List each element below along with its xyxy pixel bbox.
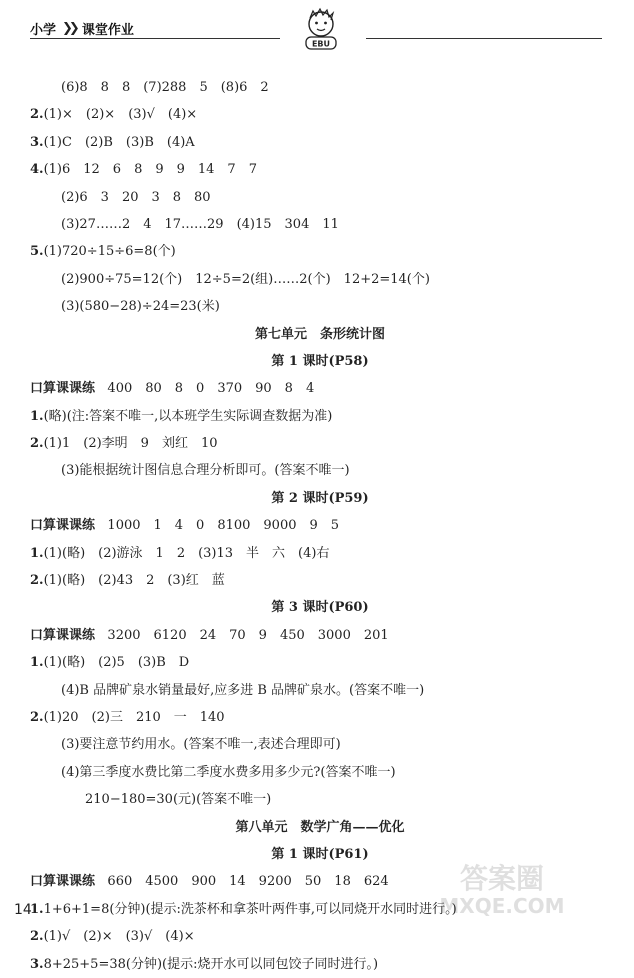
item-number: 1. <box>30 545 44 561</box>
answer-subline: (6)8 8 8 (7)288 5 (8)6 2 <box>61 80 269 95</box>
answer-subline: (4)B 品牌矿泉水销量最好,应多进 B 品牌矿泉水。(答案不唯一) <box>61 682 425 698</box>
mascot-label: EBU <box>311 39 331 49</box>
answer-subline: (3)能根据统计图信息合理分析即可。(答案不唯一) <box>61 463 350 479</box>
grade-label: 小学 <box>30 22 57 38</box>
item-number: 2. <box>30 107 44 123</box>
item-answer-text: (1)C (2)B (3)B (4)A <box>43 134 195 150</box>
oral-practice-label: 口算课课练 <box>30 381 96 397</box>
oral-practice-line <box>30 622 610 649</box>
answer-item <box>30 129 610 156</box>
answer-item <box>30 704 610 731</box>
answer-item <box>30 403 610 430</box>
oral-practice-label: 口算课课练 <box>30 627 96 643</box>
item-answer-text: (1)× (2)× (3)√ (4)× <box>43 107 198 123</box>
item-number: 2. <box>30 709 44 725</box>
answer-item <box>30 101 610 128</box>
cartoon-boy-mascot-icon <box>298 6 344 52</box>
oral-practice-line <box>30 868 610 895</box>
section-heading: 第 2 课时(P59) <box>271 490 369 506</box>
book-title: 课堂作业 <box>81 22 134 38</box>
answer-item <box>30 540 610 567</box>
item-number: 3. <box>30 134 44 150</box>
item-answer-text: (1)(略) (2)游泳 1 2 (3)13 半 六 (4)右 <box>43 545 330 561</box>
answer-subline: (3)要注意节约用水。(答案不唯一,表述合理即可) <box>61 737 341 753</box>
answer-item <box>30 430 610 457</box>
header-rule-right <box>366 38 602 39</box>
item-number: 4. <box>30 162 44 178</box>
item-answer-text: (1)720÷15÷6=8(个) <box>43 244 176 260</box>
watermark-url: MXQE.COM <box>439 894 565 918</box>
answer-subline: (2)6 3 20 3 8 80 <box>61 189 211 205</box>
item-answer-text: (1)6 12 6 8 9 9 14 7 7 <box>43 162 257 178</box>
answer-item <box>30 896 610 923</box>
item-answer-text: (1)√ (2)× (3)√ (4)× <box>43 929 195 945</box>
item-number: 2. <box>30 436 44 452</box>
oral-practice-label: 口算课课练 <box>30 518 96 534</box>
item-number: 2. <box>30 573 44 589</box>
answer-item <box>30 238 610 265</box>
answer-subline: (2)900÷75=12(个) 12÷5=2(组)……2(个) 12+2=14(个) <box>61 271 430 287</box>
page-header <box>0 0 634 60</box>
item-number: 2. <box>30 929 44 945</box>
section-heading: 第 3 课时(P60) <box>271 600 369 616</box>
oral-practice-answers: 3200 6120 24 70 9 450 3000 201 <box>107 627 389 643</box>
item-answer-text: 8+25+5=38(分钟)(提示:烧开水可以同包饺子同时进行。) <box>43 956 379 972</box>
page-number: 14 <box>14 902 32 918</box>
item-answer-text: (1)(略) (2)5 (3)B D <box>43 655 190 671</box>
item-number: 3. <box>30 956 44 972</box>
item-answer-text: (1)20 (2)三 210 一 140 <box>43 709 225 725</box>
answer-item <box>30 156 610 183</box>
section-heading: 第七单元 条形统计图 <box>254 326 385 342</box>
answer-item <box>30 649 610 676</box>
item-answer-text: (1)1 (2)李明 9 刘红 10 <box>43 436 218 452</box>
item-number: 1. <box>30 408 44 424</box>
item-number: 5. <box>30 244 44 260</box>
oral-practice-label: 口算课课练 <box>30 874 96 890</box>
answer-subline: (3)27……2 4 17……29 (4)15 304 11 <box>61 216 339 232</box>
oral-practice-line <box>30 512 610 539</box>
header-badge <box>30 18 134 38</box>
answer-content <box>30 74 610 978</box>
section-heading: 第 1 课时(P58) <box>271 353 369 369</box>
answer-item <box>30 923 610 950</box>
oral-practice-answers: 1000 1 4 0 8100 9000 9 5 <box>107 518 340 534</box>
section-heading: 第 1 课时(P61) <box>271 846 369 862</box>
double-chevron-icon: ❯❯ <box>62 20 76 36</box>
header-rule-left <box>30 38 280 39</box>
answer-subline: (3)(580−28)÷24=23(米) <box>61 299 220 315</box>
item-answer-text: (略)(注:答案不唯一,以本班学生实际调查数据为准) <box>43 408 333 424</box>
watermark-text: 答案圈 <box>459 862 545 895</box>
item-number: 1. <box>30 655 44 671</box>
answer-continuation: 210−180=30(元)(答案不唯一) <box>85 792 272 808</box>
item-number: 1. <box>30 901 44 917</box>
answer-item <box>30 951 610 978</box>
oral-practice-answers: 400 80 8 0 370 90 8 4 <box>107 381 315 397</box>
item-answer-text: (1)(略) (2)43 2 (3)红 蓝 <box>43 573 225 589</box>
answer-item <box>30 567 610 594</box>
section-heading: 第八单元 数学广角——优化 <box>235 819 405 835</box>
oral-practice-answers: 660 4500 900 14 9200 50 18 624 <box>107 874 389 890</box>
oral-practice-line <box>30 375 610 402</box>
answer-subline: (4)第三季度水费比第二季度水费多用多少元?(答案不唯一) <box>61 764 396 780</box>
item-answer-text: 1+6+1=8(分钟)(提示:洗茶杯和拿茶叶两件事,可以同烧开水同时进行。) <box>43 901 457 917</box>
